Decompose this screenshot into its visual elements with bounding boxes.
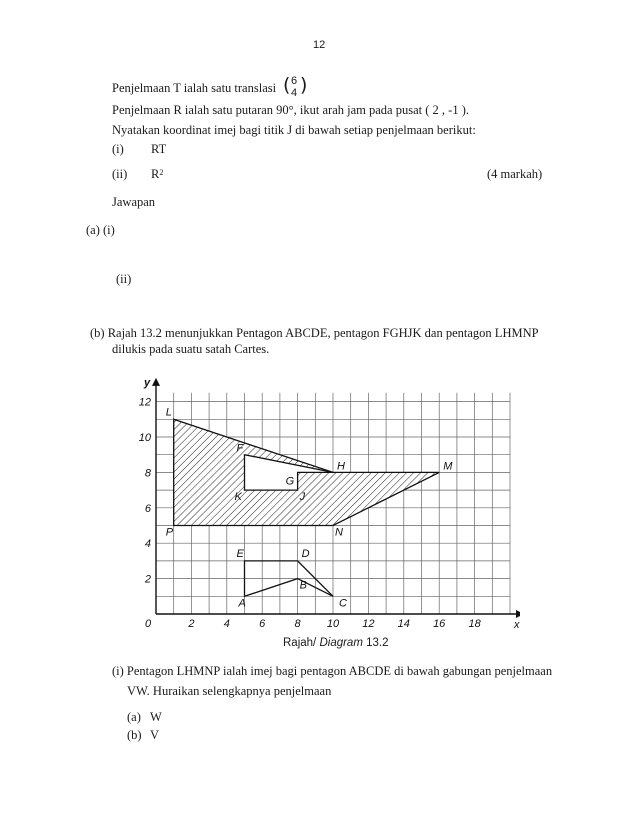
x-tick-label: 16 [433, 618, 446, 630]
x-tick-label: 2 [188, 618, 195, 630]
figure-caption [283, 637, 389, 649]
y-tick-label: 12 [138, 396, 151, 409]
x-axis-label: x [514, 619, 520, 631]
y-axis-arrow-icon [152, 378, 160, 386]
answer-heading: Jawapan [112, 195, 156, 209]
y-axis-label: y [144, 376, 151, 389]
marks-label: (4 markah) [487, 167, 543, 181]
page-number: 12 [313, 39, 326, 51]
vertex-label-f: F [236, 442, 244, 455]
vertex-label-j: J [299, 491, 306, 504]
y-tick-label: 6 [144, 502, 151, 515]
vector-bottom-value: 4 [290, 87, 298, 99]
caption-italic: Diagram [319, 637, 363, 649]
cartesian-diagram [130, 360, 520, 635]
caption-number: 13.2 [366, 637, 389, 649]
x-axis-arrow-icon [516, 610, 520, 618]
vertex-label-a: A [238, 597, 246, 610]
y-tick-label: 8 [144, 467, 151, 480]
rotation-statement: Penjelmaan R ialah satu putaran 90°, ikut arah jam pada pusat ( 2 , -1 ). [112, 103, 469, 117]
item-ii-superscript: 2 [159, 168, 164, 177]
vertex-label-c: C [339, 597, 347, 610]
vertex-label-b: B [299, 579, 307, 592]
sub-b-label: (b) [127, 728, 142, 742]
y-tick-label: 4 [144, 538, 151, 551]
item-ii-text [151, 167, 163, 182]
x-tick-label: 18 [468, 618, 481, 630]
item-ii-label: (ii) [112, 167, 128, 181]
section-b-i-line1: (i) Pentagon LHMNP ialah imej bagi pentagon ABCDE di bawah gabungan penjelmaan [112, 664, 553, 678]
vertex-label-m: M [443, 460, 453, 473]
x-tick-label: 4 [223, 618, 230, 630]
vector-left-paren: ( [283, 74, 291, 96]
section-b-i-line2: VW. Huraikan selengkapnya penjelmaan [127, 684, 332, 698]
item-ii-letter: R [151, 167, 160, 181]
x-tick-label: 10 [326, 618, 340, 630]
vertex-label-n: N [335, 526, 343, 539]
item-i-label: (i) [112, 142, 124, 156]
translation-statement: Penjelmaan T ialah satu translasi [112, 81, 277, 95]
section-b-line1: (b) Rajah 13.2 menunjukkan Pentagon ABCDE, pentagon FGHJK dan pentagon LHMNP [90, 326, 539, 340]
caption-main: Rajah/ [283, 637, 317, 649]
vertex-label-d: D [301, 547, 310, 560]
sub-b-text: V [150, 728, 160, 742]
sub-a-text: W [150, 710, 162, 724]
vertex-label-k: K [234, 491, 242, 504]
item-i-text: RT [151, 142, 167, 156]
vertex-label-g: G [285, 475, 295, 488]
x-tick-label: 12 [362, 618, 375, 630]
section-b-line2: dilukis pada suatu satah Cartes. [112, 342, 270, 356]
question-instruction: Nyatakan koordinat imej bagi titik J di bawah setiap penjelmaan berikut: [112, 123, 476, 137]
vertex-label-l: L [165, 406, 172, 419]
y-tick-label: 2 [144, 573, 151, 586]
sub-a-label: (a) [127, 710, 141, 724]
answer-a-i-label: (a) (i) [86, 223, 115, 237]
x-tick-label: 8 [294, 618, 301, 630]
x-tick-label: 14 [397, 618, 410, 630]
vertex-label-p: P [165, 526, 174, 539]
origin-label: 0 [144, 618, 152, 630]
x-tick-label: 6 [259, 618, 266, 630]
vertex-label-e: E [236, 547, 244, 560]
vertex-label-h: H [337, 460, 345, 473]
y-tick-label: 10 [138, 432, 151, 444]
answer-a-ii-label: (ii) [116, 272, 132, 286]
vector-top-value: 6 [290, 75, 298, 87]
vector-right-paren: ) [300, 74, 308, 96]
